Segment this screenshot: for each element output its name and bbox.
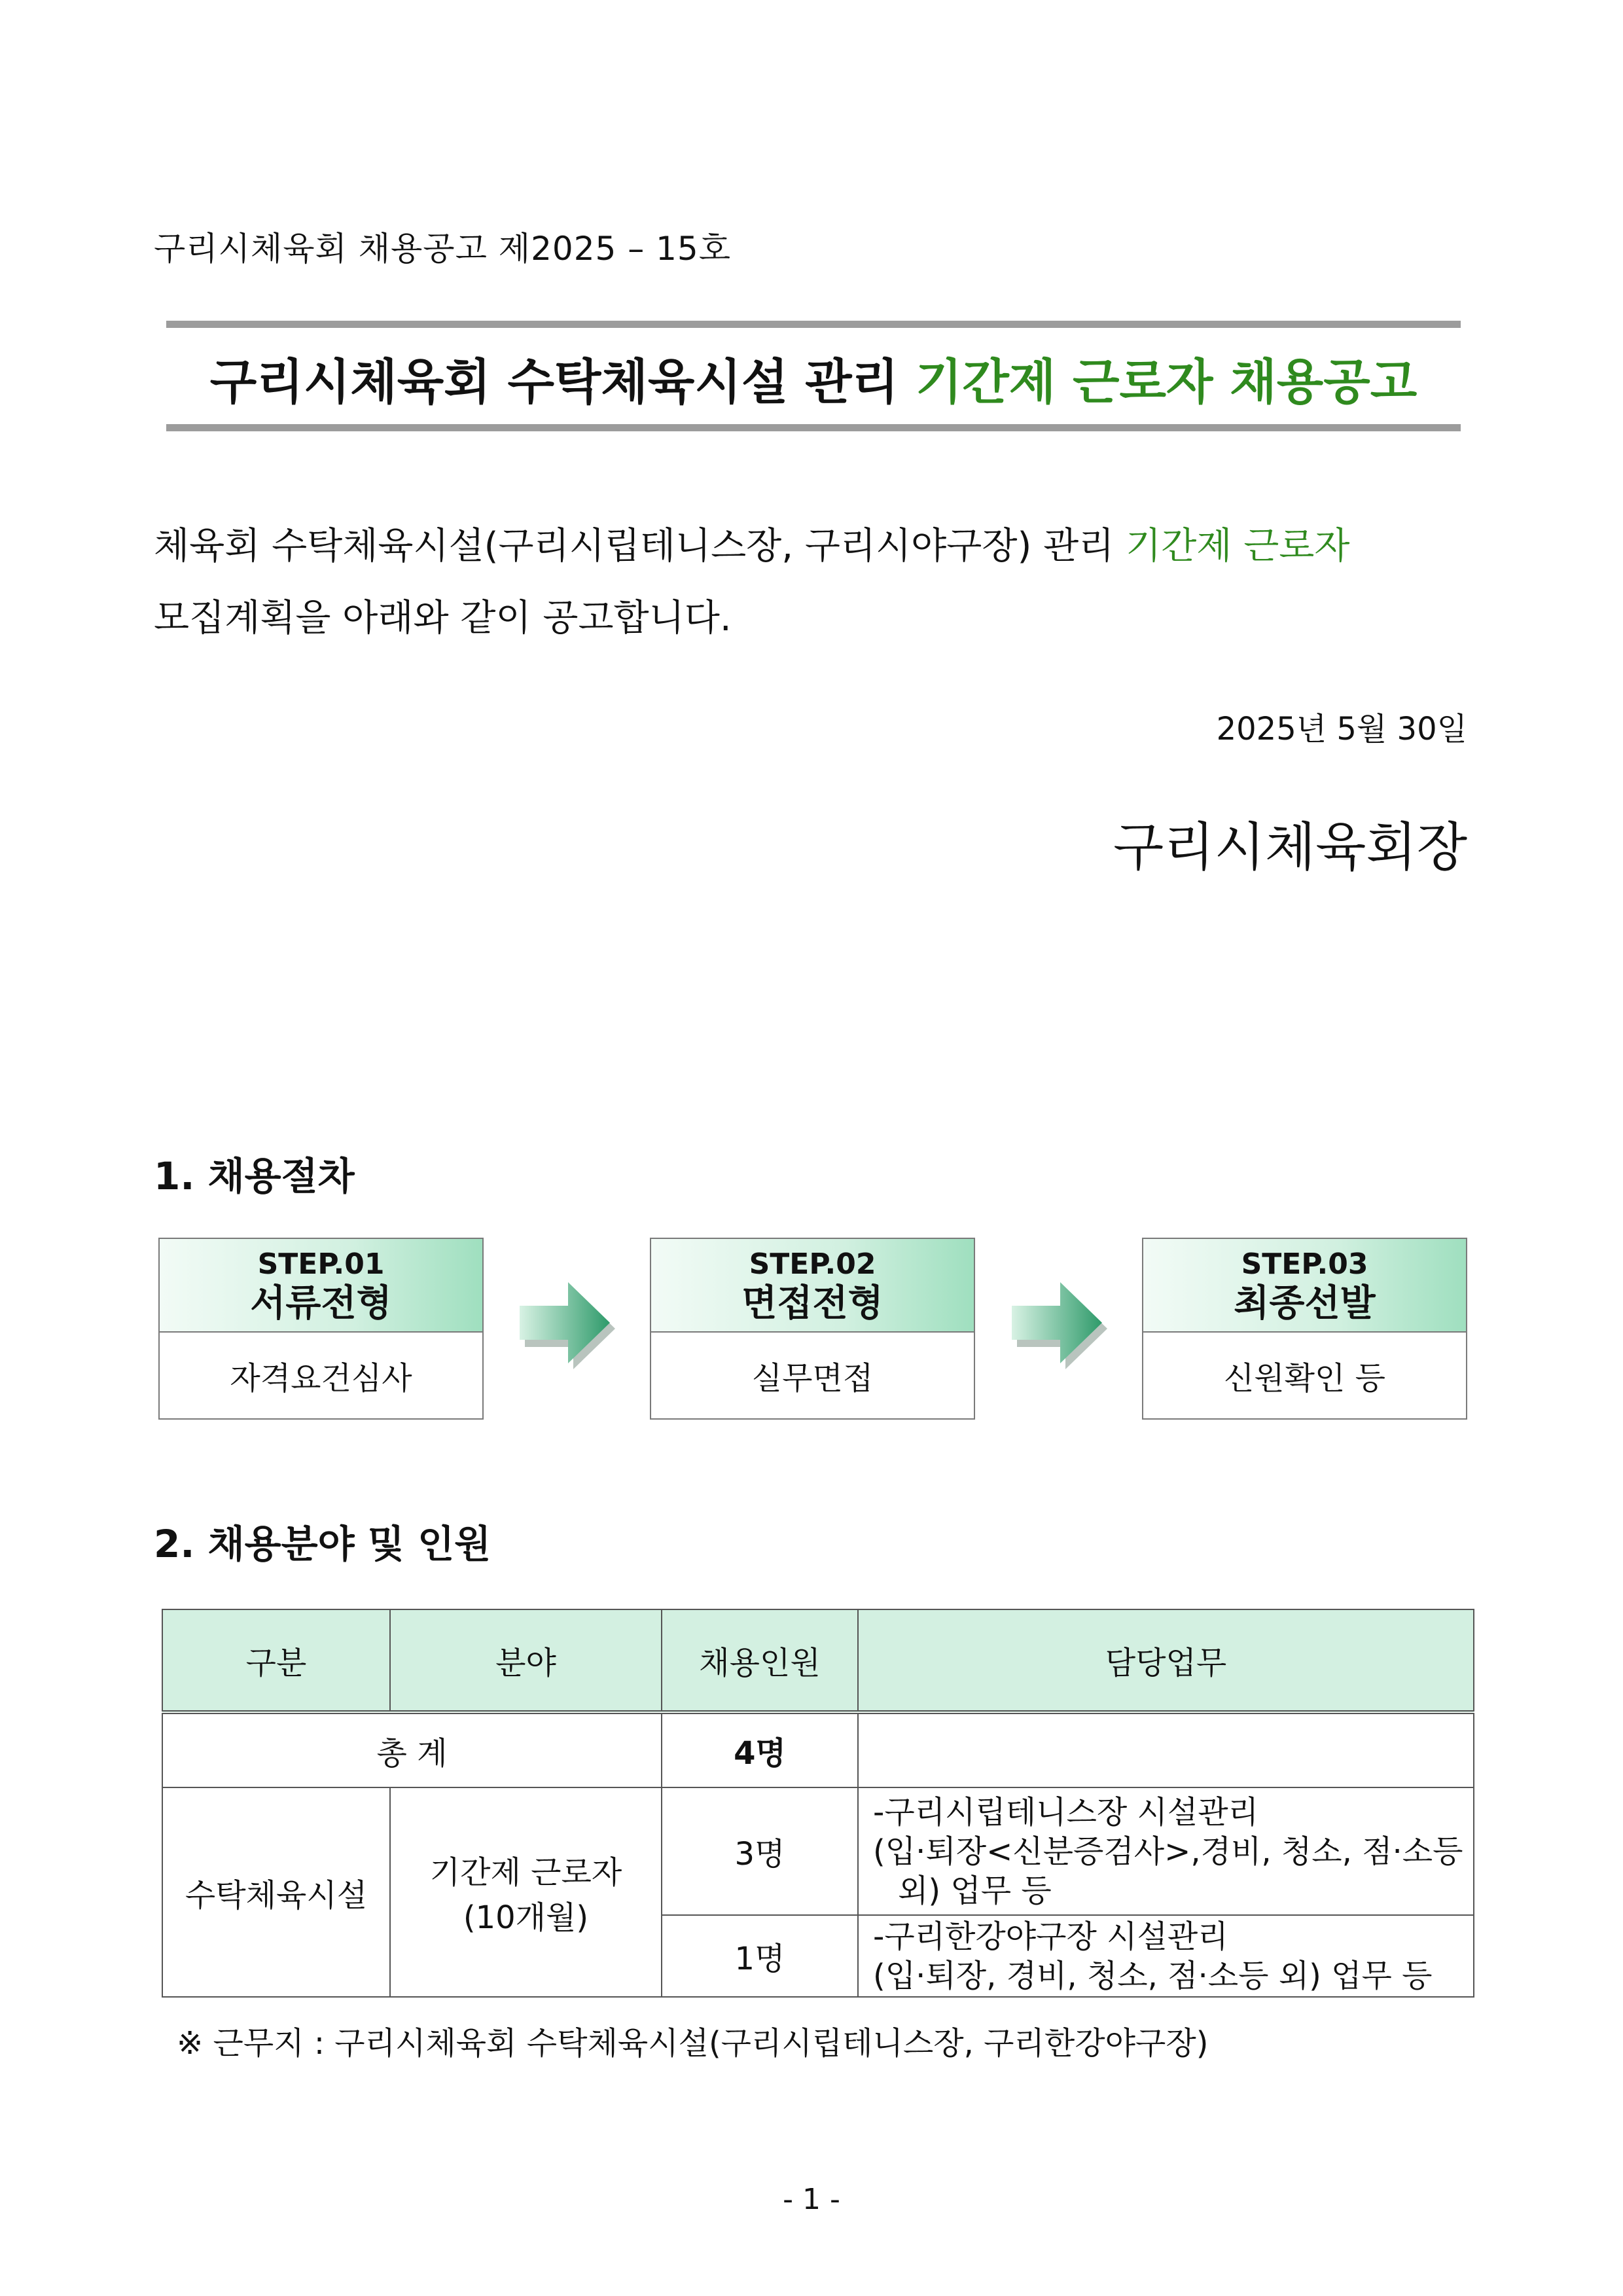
table-total-row	[162, 1712, 1474, 1787]
title-main: 구리시체육회 수탁체육시설 관리	[209, 354, 916, 410]
title-bottom-rule	[166, 424, 1461, 431]
field-name: 기간제 근로자	[429, 1854, 622, 1891]
step-header	[651, 1239, 974, 1333]
title-highlight: 기간제 근로자 채용공고	[915, 354, 1418, 410]
step-number: STEP.02	[749, 1247, 876, 1281]
step-description: 자격요건심사	[230, 1360, 412, 1397]
section-heading-procedure: 1. 채용절차	[154, 1154, 355, 1198]
task-detail: (입·퇴장<신분증검사>,경비, 청소, 점·소등	[873, 1833, 1463, 1870]
step-name: 면접전형	[741, 1282, 883, 1325]
workplace-note: ※ 근무지 : 구리시체육회 수탁체육시설(구리시립테니스장, 구리한강야구장)	[177, 2025, 1209, 2062]
column-header: 구분	[162, 1609, 390, 1712]
intro-line-1	[154, 511, 1350, 583]
column-header: 채용인원	[662, 1609, 858, 1712]
task-cell	[858, 1787, 1474, 1915]
step-description: 신원확인 등	[1223, 1360, 1386, 1397]
task-detail-cont: 외) 업무 등	[898, 1872, 1052, 1909]
total-count: 4명	[662, 1712, 858, 1787]
notice-number: 구리시체육회 채용공고 제2025 – 15호	[154, 230, 732, 268]
title-top-rule	[166, 321, 1461, 328]
recruitment-table	[162, 1609, 1474, 1998]
column-header: 분야	[390, 1609, 662, 1712]
count-cell: 1명	[662, 1915, 858, 1997]
category-cell: 수탁체육시설	[162, 1787, 390, 1997]
arrow-right-icon	[1009, 1280, 1107, 1371]
task-title: -구리시립테니스장 시설관리	[873, 1793, 1258, 1831]
section-heading-positions: 2. 채용분야 및 인원	[154, 1522, 491, 1566]
step-header	[160, 1239, 482, 1333]
step-card-3	[1142, 1238, 1467, 1420]
intro-highlight: 기간제 근로자	[1126, 525, 1350, 567]
task-detail: (입·퇴장, 경비, 청소, 점·소등 외) 업무 등	[873, 1957, 1433, 1994]
step-number: STEP.03	[1241, 1247, 1368, 1281]
signer: 구리시체육회장	[1113, 817, 1467, 878]
field-cell	[390, 1787, 662, 1997]
arrow-right-icon	[517, 1280, 615, 1371]
task-cell	[858, 1915, 1474, 1997]
page-number: - 1 -	[783, 2183, 840, 2216]
step-card-2	[650, 1238, 975, 1420]
step-card-1	[158, 1238, 484, 1420]
step-name: 서류전형	[250, 1282, 392, 1325]
field-duration: (10개월)	[463, 1899, 589, 1936]
table-row	[162, 1787, 1474, 1915]
total-task-empty	[858, 1712, 1474, 1787]
task-title: -구리한강야구장 시설관리	[873, 1918, 1228, 1955]
step-header	[1143, 1239, 1466, 1333]
intro-text: 체육회 수탁체육시설(구리시립테니스장, 구리시야구장) 관리	[154, 525, 1126, 567]
document-title	[166, 344, 1461, 413]
step-number: STEP.01	[257, 1247, 385, 1281]
total-label: 총 계	[162, 1712, 662, 1787]
table-header-row	[162, 1609, 1474, 1712]
column-header: 담당업무	[858, 1609, 1474, 1712]
announcement-date: 2025년 5월 30일	[1216, 711, 1467, 747]
count-cell: 3명	[662, 1787, 858, 1915]
step-description: 실무면접	[751, 1360, 874, 1397]
intro-line-2: 모집계획을 아래와 같이 공고합니다.	[154, 597, 732, 639]
step-name: 최종선발	[1234, 1282, 1376, 1325]
intro-paragraph	[154, 511, 1350, 655]
